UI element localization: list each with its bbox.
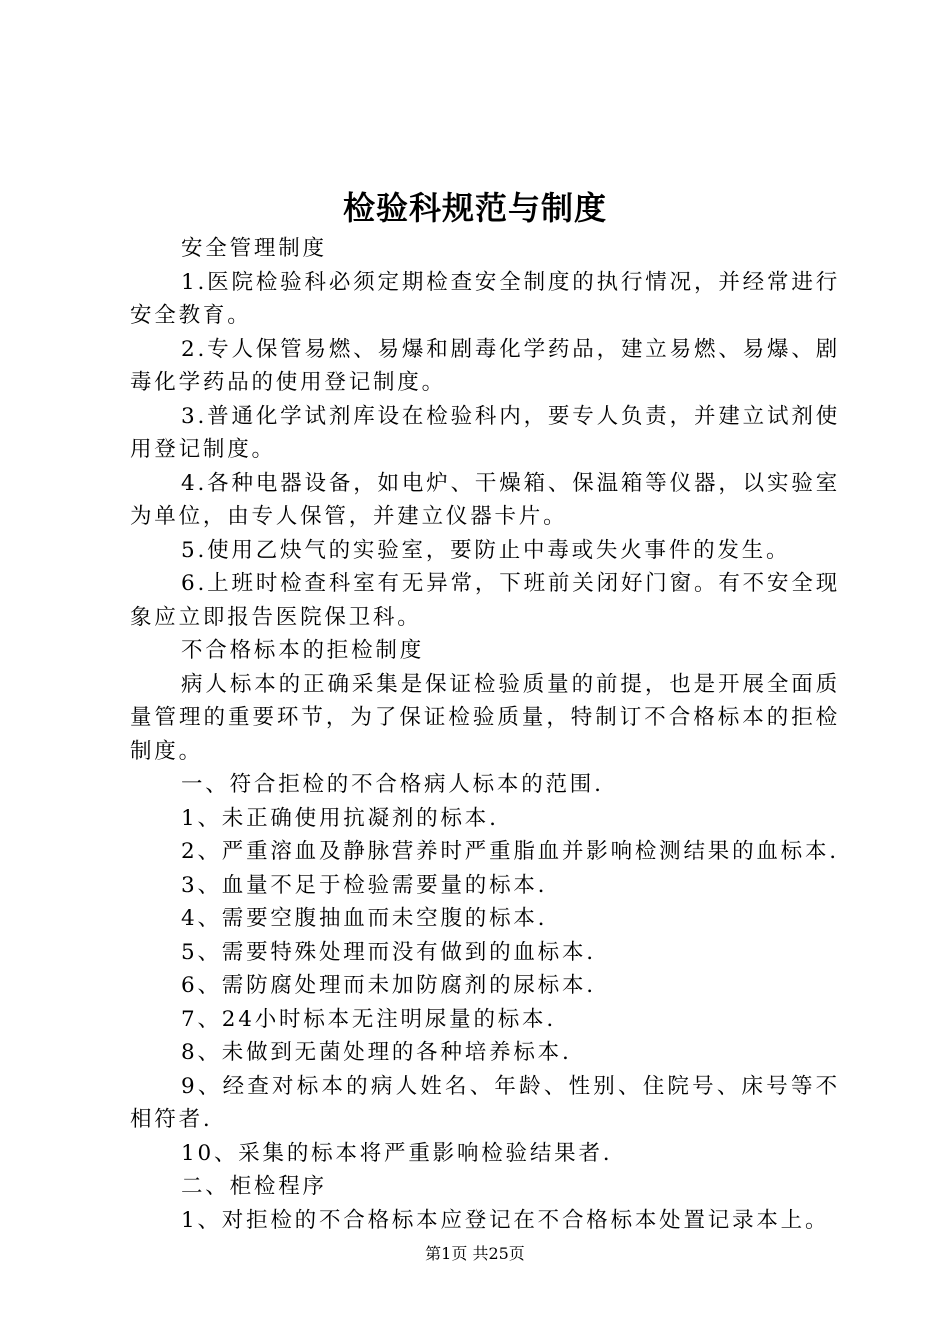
subsection-heading: 一、符合拒检的不合格病人标本的范围.: [181, 772, 604, 797]
section-heading-rejection: 不合格标本的拒检制度: [181, 638, 425, 663]
list-item: 7、24小时标本无注明尿量的标本.: [181, 1006, 556, 1032]
paragraph: 1.医院检验科必须定期检查安全制度的执行情况，并经常进行安全教育。: [130, 269, 840, 328]
list-item: 4、需要空腹抽血而未空腹的标本.: [181, 906, 548, 931]
document-body: [130, 232, 840, 1237]
paragraph: 6.上班时检查科室有无异常，下班前关闭好门窗。有不安全现象应立即报告医院保卫科。: [130, 571, 840, 630]
list-item: 8、未做到无菌处理的各种培养标本.: [181, 1040, 572, 1065]
list-item: 1、对拒检的不合格标本应登记在不合格标本处置记录本上。: [181, 1207, 830, 1233]
list-item: 1、未正确使用抗凝剂的标本.: [181, 805, 499, 831]
subsection-heading: 二、柜检程序: [181, 1174, 327, 1199]
paragraph: 3.普通化学试剂库设在检验科内，要专人负责，并建立试剂使用登记制度。: [130, 403, 840, 462]
list-item: 6、需防腐处理而未加防腐剂的尿标本.: [181, 973, 596, 998]
page-footer: 第1页 共25页: [425, 1244, 525, 1263]
paragraph: 2.专人保管易燃、易爆和剧毒化学药品，建立易燃、易爆、剧毒化学药品的使用登记制度。: [130, 336, 840, 395]
list-item: 10、采集的标本将严重影响检验结果者.: [181, 1140, 613, 1166]
list-item: 2、严重溶血及静脉营养时严重脂血并影响检测结果的血标本.: [181, 839, 839, 864]
list-item: 5、需要特殊处理而没有做到的血标本.: [181, 939, 596, 965]
list-item: 9、经查对标本的病人姓名、年龄、性别、住院号、床号等不相符者.: [130, 1073, 840, 1132]
document-title: 检验科规范与制度: [342, 189, 607, 227]
list-item: 3、血量不足于检验需要量的标本.: [181, 872, 548, 898]
paragraph: 病人标本的正确采集是保证检验质量的前提，也是开展全面质量管理的重要环节，为了保证检验质量，特制订不合格标本的拒检制度。: [130, 671, 840, 764]
paragraph: 5.使用乙炔气的实验室，要防止中毒或失火事件的发生。: [181, 537, 791, 563]
paragraph: 4.各种电器设备，如电炉、干燥箱、保温箱等仪器，以实验室为单位，由专人保管，并建立仪器卡片。: [130, 470, 840, 529]
section-heading-safety: 安全管理制度: [181, 236, 327, 261]
